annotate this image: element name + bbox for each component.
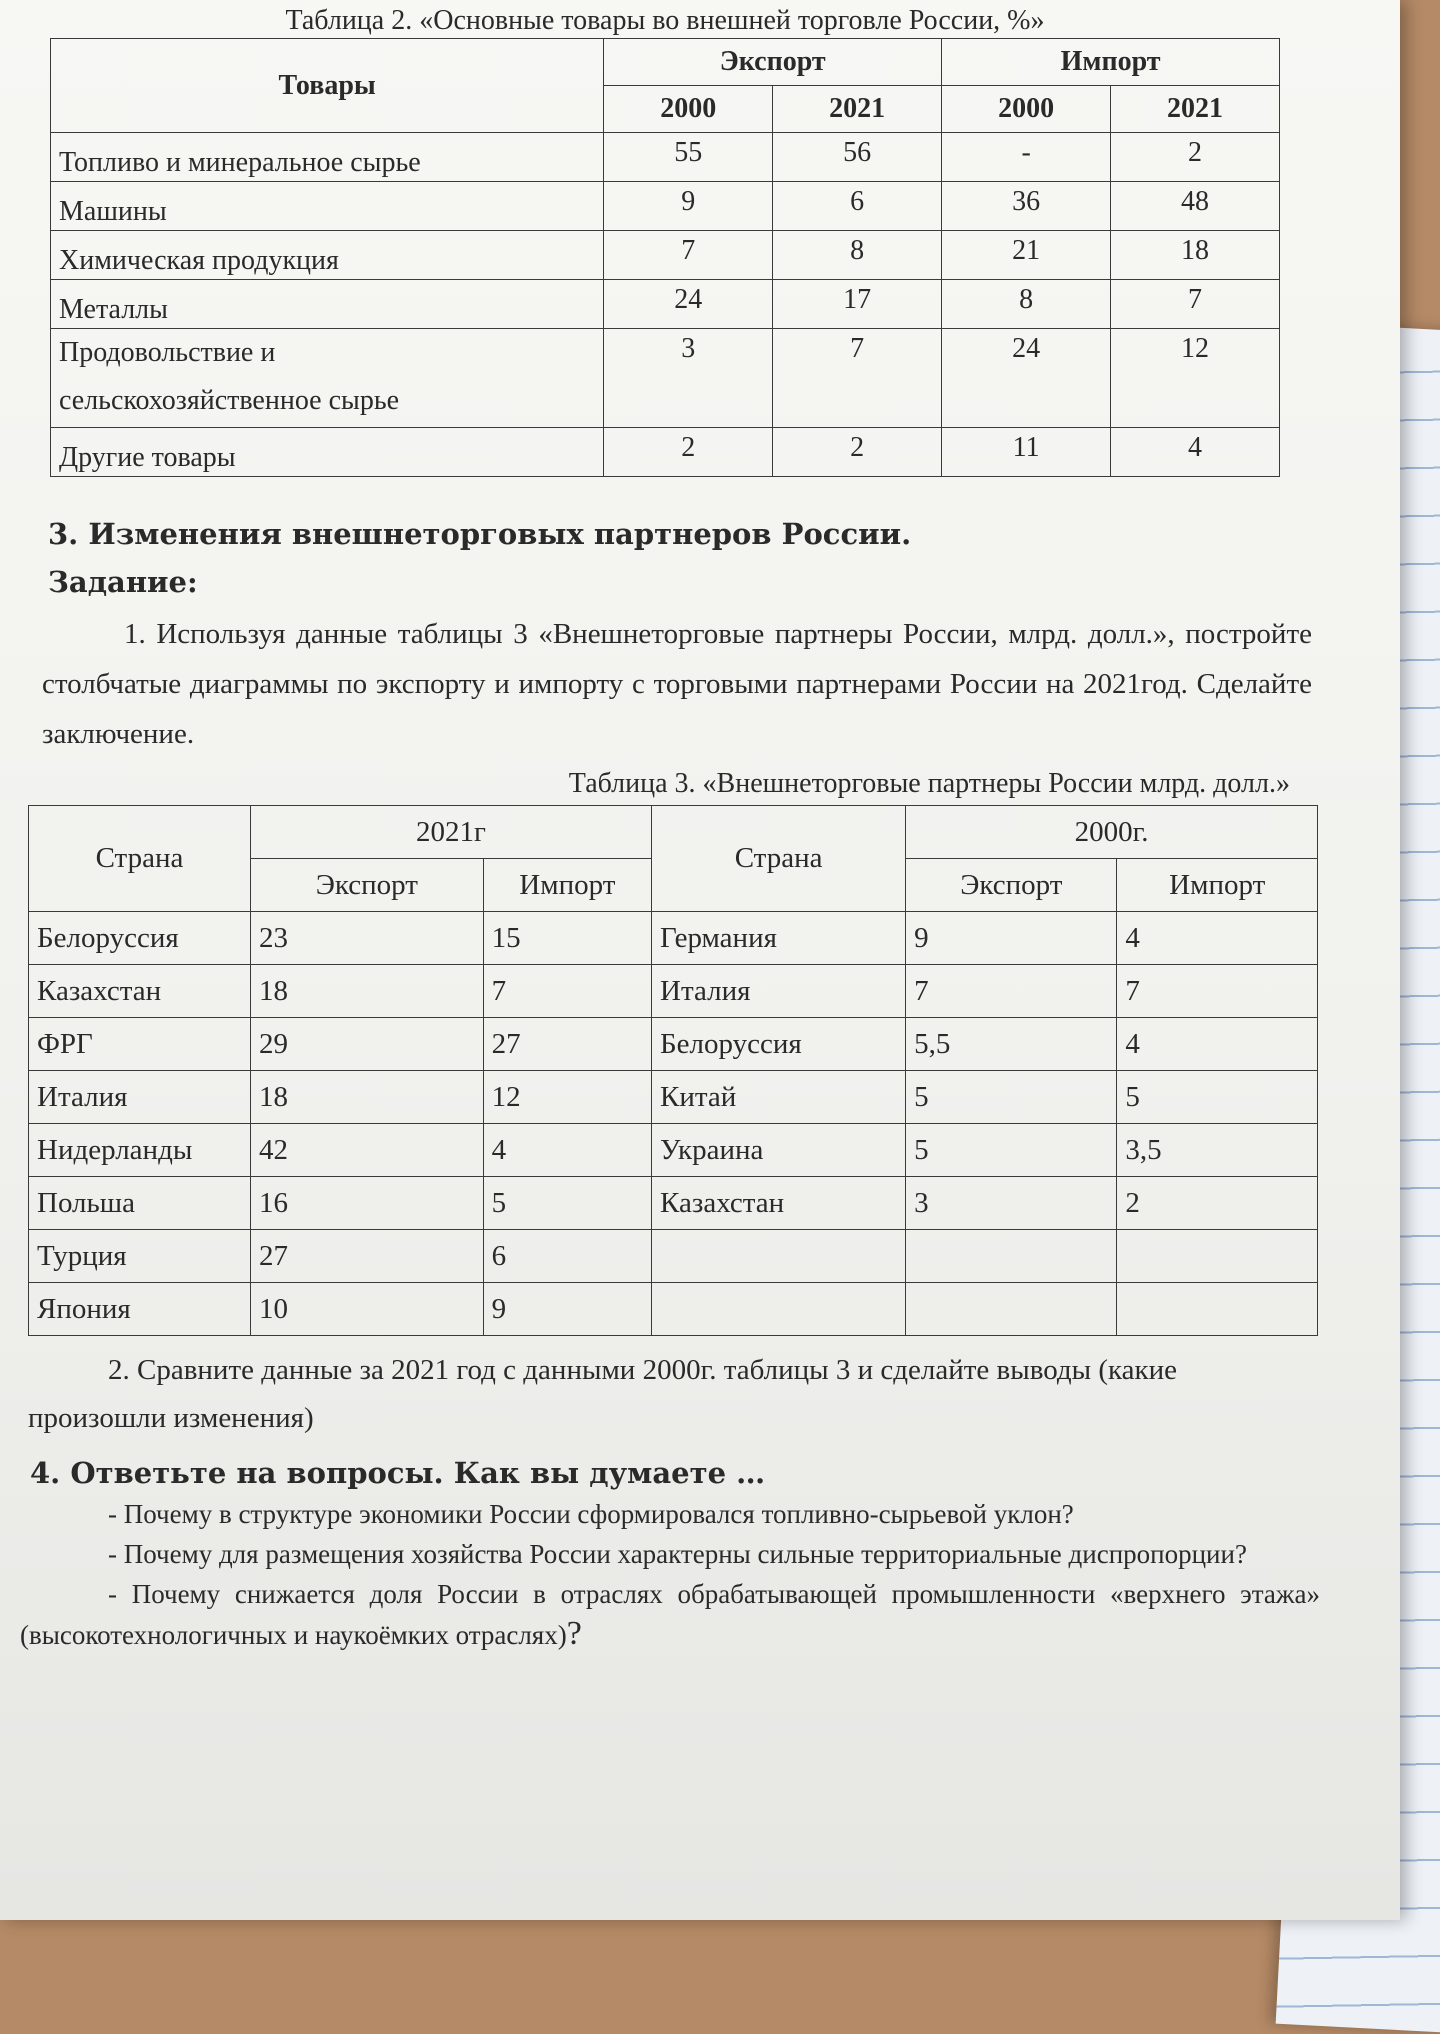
table3-header-import-2000: Импорт bbox=[1117, 859, 1318, 912]
row-name: Металлы bbox=[51, 280, 604, 329]
row-name: Химическая продукция bbox=[51, 231, 604, 280]
cell-export-2021: 18 bbox=[250, 1071, 483, 1124]
cell-import-2021: 12 bbox=[483, 1071, 651, 1124]
row-name-line1: Продовольствие и bbox=[59, 337, 276, 368]
cell-import-2021: 48 bbox=[1111, 182, 1280, 231]
question-3-mark: ? bbox=[566, 1615, 582, 1652]
table2-header-export-2000: 2000 bbox=[604, 86, 773, 133]
cell-country-2000: Италия bbox=[652, 965, 906, 1018]
cell-export-2000: 9 bbox=[604, 182, 773, 231]
cell-export-2021: 56 bbox=[773, 133, 942, 182]
cell-export-2021: 10 bbox=[250, 1283, 483, 1336]
table2-caption: Таблица 2. «Основные товары во внешней торговле России, %» bbox=[285, 5, 1045, 36]
cell-import-2000: 36 bbox=[942, 182, 1111, 231]
cell-country-2021: Польша bbox=[29, 1177, 251, 1230]
table-row bbox=[29, 1283, 1318, 1336]
cell-export-2021: 7 bbox=[773, 329, 942, 428]
cell-export-2021: 29 bbox=[250, 1018, 483, 1071]
cell-country-2021: Турция bbox=[29, 1230, 251, 1283]
table-row bbox=[29, 1071, 1318, 1124]
table3-header-2021: 2021г bbox=[250, 806, 651, 859]
cell-export-2000: 3 bbox=[604, 329, 773, 428]
table3-header-country-2021: Страна bbox=[29, 806, 251, 912]
cell-country-2000 bbox=[652, 1230, 906, 1283]
question-3-text: - Почему снижается доля России в отраслях обрабатывающей промышленности «верхнего этажа» (высокотехнологичных и наукоёмких отраслях) bbox=[20, 1579, 1320, 1650]
cell-country-2021: Япония bbox=[29, 1283, 251, 1336]
cell-import-2000: 7 bbox=[1117, 965, 1318, 1018]
table-row bbox=[29, 1177, 1318, 1230]
cell-export-2021: 23 bbox=[250, 912, 483, 965]
table2-header-import-2021: 2021 bbox=[1111, 86, 1280, 133]
cell-country-2021: Белоруссия bbox=[29, 912, 251, 965]
task-label: Задание: bbox=[48, 565, 198, 599]
cell-import-2021: 5 bbox=[483, 1177, 651, 1230]
table-row bbox=[29, 912, 1318, 965]
section4-title: 4. Ответьте на вопросы. Как вы думаете … bbox=[30, 1456, 766, 1490]
cell-import-2000: 3,5 bbox=[1117, 1124, 1318, 1177]
table3-header-country-2000: Страна bbox=[652, 806, 906, 912]
table3-caption: Таблица 3. «Внешнеторговые партнеры России млрд. долл.» bbox=[568, 768, 1290, 799]
cell-export-2021: 17 bbox=[773, 280, 942, 329]
row-name: Другие товары bbox=[51, 428, 604, 477]
cell-export-2000: 7 bbox=[906, 965, 1117, 1018]
table-row bbox=[51, 133, 1280, 182]
table-row bbox=[29, 1124, 1318, 1177]
cell-country-2021: Казахстан bbox=[29, 965, 251, 1018]
table-row bbox=[51, 329, 1280, 428]
table2-goods bbox=[50, 38, 1280, 477]
question-2: - Почему для размещения хозяйства России характерны сильные территориальные диспропорции? bbox=[108, 1539, 1247, 1569]
cell-import-2000: - bbox=[942, 133, 1111, 182]
cell-import-2000: 11 bbox=[942, 428, 1111, 477]
cell-export-2021: 18 bbox=[250, 965, 483, 1018]
question-list bbox=[20, 1494, 1320, 1655]
cell-export-2021: 2 bbox=[773, 428, 942, 477]
section3-title: 3. Изменения внешнеторговых партнеров России. bbox=[48, 517, 912, 551]
cell-export-2000: 5 bbox=[906, 1124, 1117, 1177]
table3-partners bbox=[28, 805, 1318, 1336]
cell-import-2000: 5 bbox=[1117, 1071, 1318, 1124]
cell-import-2021: 4 bbox=[1111, 428, 1280, 477]
cell-country-2000 bbox=[652, 1283, 906, 1336]
table-row bbox=[29, 965, 1318, 1018]
cell-export-2021: 42 bbox=[250, 1124, 483, 1177]
cell-export-2000: 7 bbox=[604, 231, 773, 280]
task2-text: 2. Сравните данные за 2021 год с данными 2000г. таблицы 3 и сделайте выводы (какие произошли изменения) bbox=[28, 1354, 1178, 1434]
cell-country-2000: Китай bbox=[652, 1071, 906, 1124]
cell-import-2021: 7 bbox=[483, 965, 651, 1018]
cell-import-2021: 18 bbox=[1111, 231, 1280, 280]
table2-header-goods: Товары bbox=[51, 39, 604, 133]
cell-export-2000: 5,5 bbox=[906, 1018, 1117, 1071]
cell-export-2000 bbox=[906, 1283, 1117, 1336]
cell-import-2000: 4 bbox=[1117, 1018, 1318, 1071]
cell-export-2000: 24 bbox=[604, 280, 773, 329]
cell-import-2000: 21 bbox=[942, 231, 1111, 280]
table3-header-2000: 2000г. bbox=[906, 806, 1318, 859]
cell-export-2000: 9 bbox=[906, 912, 1117, 965]
table2-header-export-2021: 2021 bbox=[773, 86, 942, 133]
table2-header-export: Экспорт bbox=[604, 39, 942, 86]
cell-import-2000: 4 bbox=[1117, 912, 1318, 965]
row-name: Топливо и минеральное сырье bbox=[51, 133, 604, 182]
cell-import-2021: 6 bbox=[483, 1230, 651, 1283]
cell-import-2021: 2 bbox=[1111, 133, 1280, 182]
cell-country-2000: Белоруссия bbox=[652, 1018, 906, 1071]
cell-import-2021: 9 bbox=[483, 1283, 651, 1336]
row-name bbox=[51, 329, 604, 428]
cell-export-2000: 3 bbox=[906, 1177, 1117, 1230]
cell-import-2000: 2 bbox=[1117, 1177, 1318, 1230]
cell-country-2021: ФРГ bbox=[29, 1018, 251, 1071]
cell-export-2000: 55 bbox=[604, 133, 773, 182]
cell-export-2000: 5 bbox=[906, 1071, 1117, 1124]
cell-import-2000: 8 bbox=[942, 280, 1111, 329]
cell-import-2000 bbox=[1117, 1283, 1318, 1336]
cell-import-2021: 12 bbox=[1111, 329, 1280, 428]
question-3 bbox=[20, 1574, 1320, 1655]
table3-header-export-2000: Экспорт bbox=[906, 859, 1117, 912]
row-name-line2: сельскохозяйственное сырье bbox=[59, 385, 400, 416]
task1-text: 1. Используя данные таблицы 3 «Внешнеторговые партнеры России, млрд. долл.», постройте столбчатые диаграммы по экспорту и импорту с торговыми партнерами России на 2021год. Сделайте заключение. bbox=[42, 618, 1312, 750]
cell-country-2000: Казахстан bbox=[652, 1177, 906, 1230]
cell-export-2021: 6 bbox=[773, 182, 942, 231]
cell-country-2000: Украина bbox=[652, 1124, 906, 1177]
table-row bbox=[51, 231, 1280, 280]
question-1: - Почему в структуре экономики России сформировался топливно-сырьевой уклон? bbox=[108, 1499, 1074, 1529]
cell-import-2021: 27 bbox=[483, 1018, 651, 1071]
table-row bbox=[29, 1018, 1318, 1071]
table-row bbox=[29, 1230, 1318, 1283]
table2-header-import-2000: 2000 bbox=[942, 86, 1111, 133]
row-name: Машины bbox=[51, 182, 604, 231]
table3-header-export-2021: Экспорт bbox=[250, 859, 483, 912]
table-row bbox=[51, 428, 1280, 477]
cell-country-2021: Нидерланды bbox=[29, 1124, 251, 1177]
cell-country-2000: Германия bbox=[652, 912, 906, 965]
cell-import-2021: 15 bbox=[483, 912, 651, 965]
cell-import-2021: 4 bbox=[483, 1124, 651, 1177]
page-content bbox=[20, 0, 1320, 1655]
cell-import-2000: 24 bbox=[942, 329, 1111, 428]
cell-country-2021: Италия bbox=[29, 1071, 251, 1124]
table2-header-import: Импорт bbox=[942, 39, 1280, 86]
table3-header-import-2021: Импорт bbox=[483, 859, 651, 912]
cell-export-2021: 27 bbox=[250, 1230, 483, 1283]
cell-import-2021: 7 bbox=[1111, 280, 1280, 329]
cell-export-2021: 16 bbox=[250, 1177, 483, 1230]
cell-export-2000 bbox=[906, 1230, 1117, 1283]
cell-import-2000 bbox=[1117, 1230, 1318, 1283]
cell-export-2021: 8 bbox=[773, 231, 942, 280]
table-row bbox=[51, 280, 1280, 329]
cell-export-2000: 2 bbox=[604, 428, 773, 477]
table-row bbox=[51, 182, 1280, 231]
